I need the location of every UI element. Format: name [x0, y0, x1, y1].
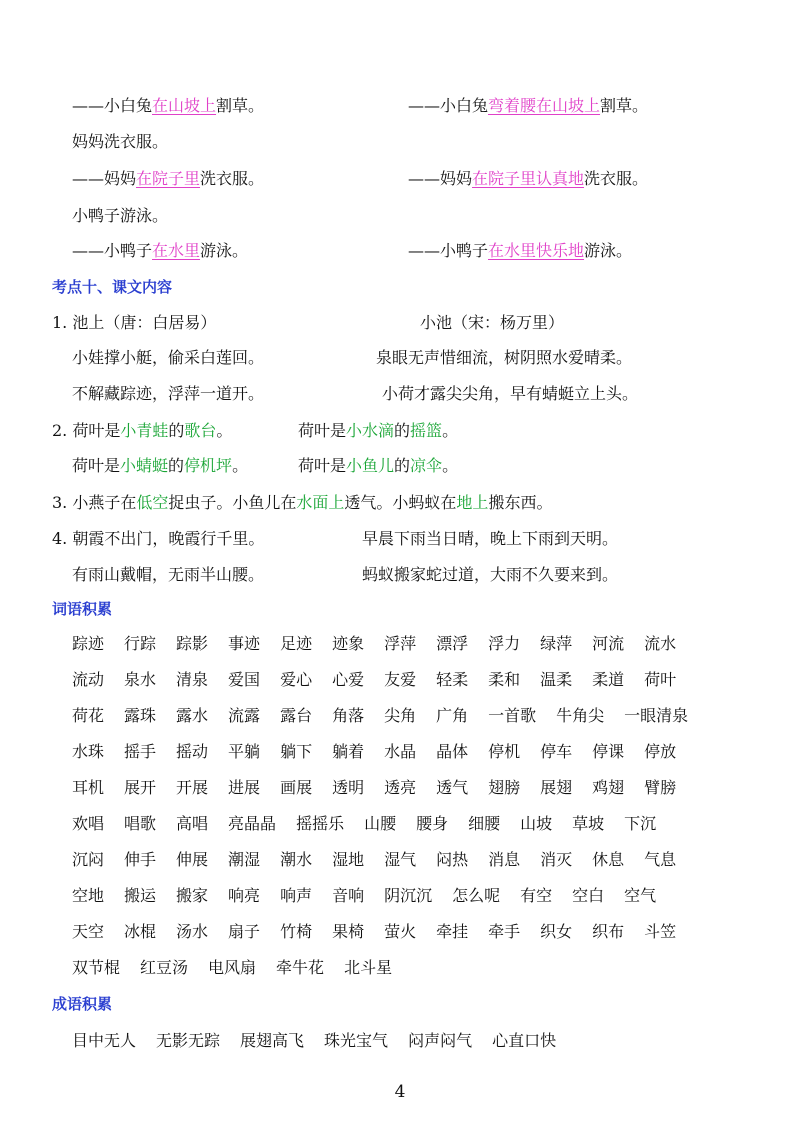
vocab-word: 浮力: [488, 634, 521, 653]
lotus-sentence-a: 2. 荷叶是小青蛙的歌台。: [52, 421, 233, 440]
vocab-word: 开展: [176, 778, 209, 797]
vocab-word: 唱歌: [124, 814, 157, 833]
vocab-row: [72, 633, 696, 655]
idiom-item: 心直口快: [492, 1031, 557, 1050]
vocab-word: 展开: [124, 778, 157, 797]
vocab-word: 伸手: [124, 850, 157, 869]
expansion-right-3: ——小鸭子在水里快乐地游泳。: [408, 241, 633, 260]
vocab-word: 消灭: [540, 850, 573, 869]
vocab-word: 腰身: [416, 814, 449, 833]
vocab-word: 细腰: [468, 814, 501, 833]
idiom-item: 珠光宝气: [324, 1031, 389, 1050]
vocab-word: 踪迹: [72, 634, 105, 653]
vocab-word: 透气: [436, 778, 469, 797]
vocab-word: 爱心: [280, 670, 313, 689]
idiom-item: 目中无人: [72, 1031, 137, 1050]
vocab-word: 透亮: [384, 778, 417, 797]
idiom-list: [72, 1030, 576, 1052]
vocab-word: 广角: [436, 706, 469, 725]
vocab-word: 河流: [592, 634, 625, 653]
vocab-word: 晶体: [436, 742, 469, 761]
poem-right-line-2: 小荷才露尖尖角，早有蜻蜓立上头。: [382, 384, 639, 403]
vocab-word: 漂浮: [436, 634, 469, 653]
vocab-word: 闷热: [436, 850, 469, 869]
vocab-word: 牵手: [488, 922, 521, 941]
vocab-word: 绿萍: [540, 634, 573, 653]
vocab-word: 有空: [520, 886, 553, 905]
vocab-word: 响亮: [228, 886, 261, 905]
vocab-word: 温柔: [540, 670, 573, 689]
proverb-left-2: 有雨山戴帽，无雨半山腰。: [72, 565, 265, 584]
vocab-word: 停课: [592, 742, 625, 761]
vocab-row: [72, 669, 696, 691]
vocab-row: [72, 741, 696, 763]
vocab-word: 伸展: [176, 850, 209, 869]
vocab-word: 牵牛花: [276, 958, 325, 977]
vocab-word: 友爱: [384, 670, 417, 689]
vocab-word: 踪影: [176, 634, 209, 653]
vocab-word: 阴沉沉: [384, 886, 433, 905]
vocab-word: 一眼清泉: [624, 706, 689, 725]
vocab-word: 泉水: [124, 670, 157, 689]
vocab-word: 萤火: [384, 922, 417, 941]
vocab-word: 清泉: [176, 670, 209, 689]
vocab-word: 迹象: [332, 634, 365, 653]
vocab-word: 画展: [280, 778, 313, 797]
vocab-word: 流动: [72, 670, 105, 689]
vocab-word: 柔道: [592, 670, 625, 689]
vocab-word: 牛角尖: [556, 706, 605, 725]
poem-left-line-1: 小娃撑小艇，偷采白莲回。: [72, 348, 265, 367]
vocab-word: 轻柔: [436, 670, 469, 689]
vocab-word: 空气: [624, 886, 657, 905]
vocab-word: 高唱: [176, 814, 209, 833]
vocab-word: 休息: [592, 850, 625, 869]
vocab-word: 行踪: [124, 634, 157, 653]
vocab-word: 山坡: [520, 814, 553, 833]
vocab-word: 荷花: [72, 706, 105, 725]
vocab-word: 水晶: [384, 742, 417, 761]
vocab-word: 尖角: [384, 706, 417, 725]
vocab-word: 音响: [332, 886, 365, 905]
vocab-word: 躺下: [280, 742, 313, 761]
expansion-left-2: ——妈妈在院子里洗衣服。: [72, 169, 265, 188]
vocab-word: 耳机: [72, 778, 105, 797]
vocab-word: 翅膀: [488, 778, 521, 797]
vocab-word: 臂膀: [644, 778, 677, 797]
poem-title-left: 1. 池上（唐：白居易）: [52, 313, 217, 332]
idiom-item: 无影无踪: [156, 1031, 221, 1050]
vocab-word: 怎么呢: [452, 886, 501, 905]
vocab-word: 流水: [644, 634, 677, 653]
vocab-word: 冰棍: [124, 922, 157, 941]
vocab-row: [72, 849, 696, 871]
vocab-word: 亮晶晶: [228, 814, 277, 833]
vocab-row: [72, 921, 696, 943]
vocab-row: [72, 957, 412, 979]
animals-sentence: 3. 小燕子在低空捉虫子。小鱼儿在水面上透气。小蚂蚁在地上搬东西。: [52, 493, 553, 512]
vocab-heading: 词语积累: [52, 600, 113, 618]
vocab-word: 草坡: [572, 814, 605, 833]
vocab-word: 露台: [280, 706, 313, 725]
section-heading-text-content: 考点十、课文内容: [52, 278, 173, 296]
expansion-right-1: ——小白兔弯着腰在山坡上割草。: [408, 96, 649, 115]
vocab-word: 湿气: [384, 850, 417, 869]
vocab-word: 搬运: [124, 886, 157, 905]
page-number: 4: [394, 1082, 406, 1102]
expansion-left-3: ——小鸭子在水里游泳。: [72, 241, 249, 260]
vocab-word: 欢唱: [72, 814, 105, 833]
vocab-row: [72, 705, 708, 727]
vocab-word: 躺着: [332, 742, 365, 761]
lotus-sentence-c: 荷叶是小蜻蜓的停机坪。: [72, 456, 249, 475]
vocab-word: 潮湿: [228, 850, 261, 869]
vocab-word: 水珠: [72, 742, 105, 761]
proverb-right-1: 早晨下雨当日晴，晚上下雨到天明。: [362, 529, 619, 548]
vocab-word: 汤水: [176, 922, 209, 941]
vocab-word: 响声: [280, 886, 313, 905]
proverb-left-1: 4. 朝霞不出门，晚霞行千里。: [52, 529, 265, 548]
vocab-word: 搬家: [176, 886, 209, 905]
vocab-row: [72, 885, 676, 907]
expansion-base-2: 妈妈洗衣服。: [72, 132, 169, 151]
vocab-word: 停车: [540, 742, 573, 761]
vocab-word: 气息: [644, 850, 677, 869]
vocab-word: 停放: [644, 742, 677, 761]
vocab-word: 电风扇: [208, 958, 257, 977]
vocab-word: 平躺: [228, 742, 261, 761]
vocab-word: 斗笠: [644, 922, 677, 941]
vocab-word: 竹椅: [280, 922, 313, 941]
lotus-sentence-b: 荷叶是小水滴的摇篮。: [298, 421, 459, 440]
expansion-right-2: ——妈妈在院子里认真地洗衣服。: [408, 169, 649, 188]
vocab-word: 心爱: [332, 670, 365, 689]
expansion-left-1: ——小白兔在山坡上割草。: [72, 96, 265, 115]
vocab-word: 爱国: [228, 670, 261, 689]
vocab-word: 牵挂: [436, 922, 469, 941]
vocab-word: 下沉: [624, 814, 657, 833]
vocab-word: 织女: [540, 922, 573, 941]
vocab-word: 扇子: [228, 922, 261, 941]
vocab-word: 事迹: [228, 634, 261, 653]
idiom-item: 闷声闷气: [408, 1031, 473, 1050]
vocab-word: 天空: [72, 922, 105, 941]
vocab-word: 柔和: [488, 670, 521, 689]
vocab-word: 湿地: [332, 850, 365, 869]
vocab-word: 停机: [488, 742, 521, 761]
vocab-word: 露水: [176, 706, 209, 725]
vocab-row: [72, 813, 676, 835]
vocab-word: 消息: [488, 850, 521, 869]
vocab-word: 摇摇乐: [296, 814, 345, 833]
vocab-word: 空白: [572, 886, 605, 905]
vocab-word: 空地: [72, 886, 105, 905]
vocab-word: 透明: [332, 778, 365, 797]
vocab-word: 展翅: [540, 778, 573, 797]
vocab-word: 沉闷: [72, 850, 105, 869]
vocab-word: 果椅: [332, 922, 365, 941]
vocab-word: 北斗星: [344, 958, 393, 977]
vocab-row: [72, 777, 696, 799]
idioms-heading: 成语积累: [52, 995, 113, 1013]
vocab-word: 露珠: [124, 706, 157, 725]
lotus-sentence-d: 荷叶是小鱼儿的凉伞。: [298, 456, 459, 475]
vocab-word: 织布: [592, 922, 625, 941]
vocab-word: 荷叶: [644, 670, 677, 689]
expansion-base-3: 小鸭子游泳。: [72, 206, 169, 225]
vocab-word: 足迹: [280, 634, 313, 653]
vocab-word: 一首歌: [488, 706, 537, 725]
poem-left-line-2: 不解藏踪迹，浮萍一道开。: [72, 384, 265, 403]
vocab-word: 摇手: [124, 742, 157, 761]
vocab-word: 摇动: [176, 742, 209, 761]
vocab-word: 红豆汤: [140, 958, 189, 977]
vocab-word: 山腰: [364, 814, 397, 833]
vocab-word: 浮萍: [384, 634, 417, 653]
vocab-word: 潮水: [280, 850, 313, 869]
vocab-word: 鸡翅: [592, 778, 625, 797]
poem-title-right: 小池（宋：杨万里）: [420, 313, 565, 332]
vocab-word: 双节棍: [72, 958, 121, 977]
vocab-word: 进展: [228, 778, 261, 797]
poem-right-line-1: 泉眼无声惜细流，树阴照水爱晴柔。: [376, 348, 633, 367]
vocab-word: 角落: [332, 706, 365, 725]
vocab-word: 流露: [228, 706, 261, 725]
idiom-item: 展翅高飞: [240, 1031, 305, 1050]
proverb-right-2: 蚂蚁搬家蛇过道，大雨不久要来到。: [362, 565, 619, 584]
